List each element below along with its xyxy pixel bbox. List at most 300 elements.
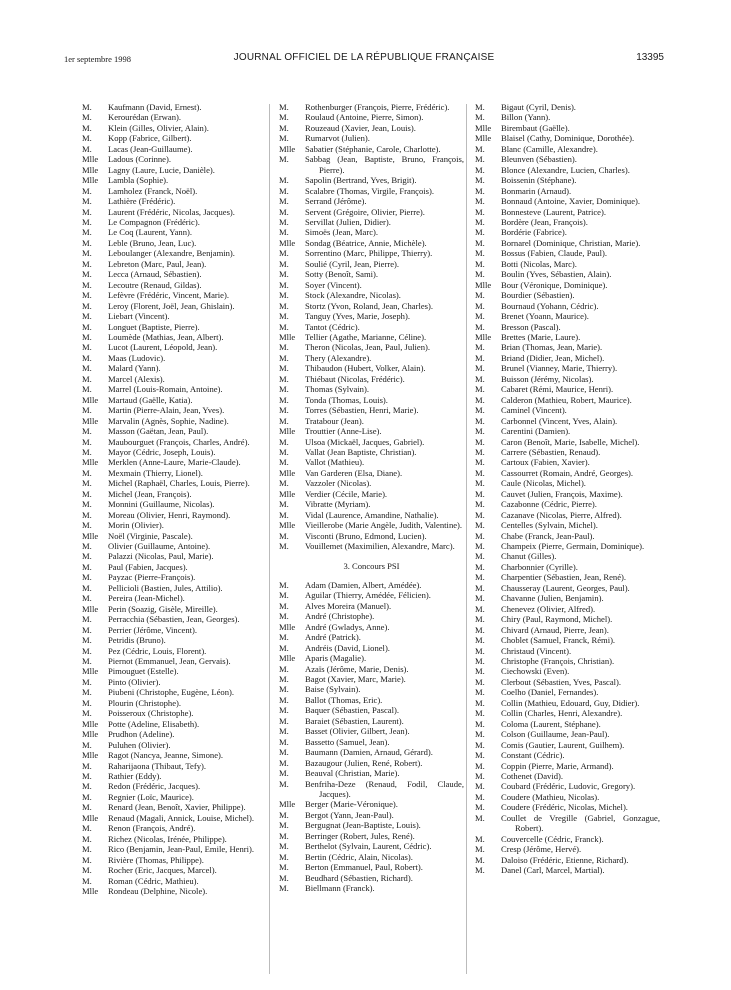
title-abbreviation: M. bbox=[82, 561, 92, 572]
page-header bbox=[64, 52, 664, 68]
title-abbreviation: M. bbox=[475, 676, 485, 687]
list-item bbox=[82, 865, 267, 875]
list-item bbox=[475, 269, 660, 279]
person-name: Bour (Véronique, Dominique). bbox=[501, 279, 608, 290]
person-name: Daloiso (Frédéric, Etienne, Richard). bbox=[501, 854, 629, 865]
title-abbreviation: M. bbox=[279, 258, 289, 269]
person-name: Cothenet (David). bbox=[501, 771, 564, 781]
person-name: Loumède (Mathias, Jean, Albert). bbox=[108, 331, 224, 342]
title-abbreviation: M. bbox=[279, 311, 289, 322]
title-abbreviation: M. bbox=[82, 656, 92, 667]
person-name: Carbonnel (Vincent, Yves, Alain). bbox=[501, 415, 618, 426]
list-item bbox=[279, 862, 464, 872]
person-name: Mexmain (Thierry, Lionel). bbox=[108, 467, 203, 478]
list-item bbox=[475, 112, 660, 122]
list-item bbox=[82, 604, 267, 614]
person-name: Maubourguet (François, Charles, André). bbox=[108, 436, 250, 447]
list-item bbox=[82, 646, 267, 656]
title-abbreviation: M. bbox=[279, 269, 289, 280]
person-name: Christaud (Vincent). bbox=[501, 645, 572, 656]
person-name: Paul (Fabien, Jacques). bbox=[108, 561, 188, 572]
list-item bbox=[279, 112, 464, 122]
person-name: Coloma (Laurent, Stéphane). bbox=[501, 718, 601, 729]
person-name: Bagot (Xavier, Marc, Marie). bbox=[305, 674, 406, 685]
title-abbreviation: M. bbox=[475, 478, 485, 489]
person-name: Sabbag (Jean, Baptiste, Bruno, François, Pierre). bbox=[305, 154, 464, 175]
title-abbreviation: M. bbox=[82, 216, 92, 227]
person-name: Theron (Nicolas, Jean, Paul, Julien). bbox=[305, 342, 431, 353]
title-abbreviation: Mlle bbox=[82, 750, 99, 761]
title-abbreviation: M. bbox=[475, 509, 485, 520]
title-abbreviation: M. bbox=[82, 248, 92, 259]
list-item bbox=[475, 844, 660, 854]
title-abbreviation: M. bbox=[82, 614, 92, 625]
title-abbreviation: M. bbox=[475, 614, 485, 625]
person-name: Chausseray (Laurent, Georges, Paul). bbox=[501, 582, 630, 593]
person-name: Cresp (Jérôme, Hervé). bbox=[501, 844, 582, 855]
column-rule bbox=[269, 104, 270, 974]
person-name: Brettes (Marie, Laure). bbox=[501, 331, 581, 342]
list-item bbox=[475, 217, 660, 227]
title-abbreviation: M. bbox=[279, 830, 289, 841]
list-item bbox=[475, 635, 660, 645]
list-item bbox=[475, 196, 660, 206]
title-abbreviation: M. bbox=[279, 175, 289, 186]
list-item bbox=[279, 580, 464, 590]
person-name: Beauval (Christian, Marie). bbox=[305, 768, 400, 779]
title-abbreviation: M. bbox=[82, 373, 92, 384]
person-name: Prudhon (Adeline). bbox=[108, 729, 175, 740]
title-abbreviation: M. bbox=[82, 436, 92, 447]
list-item bbox=[279, 499, 464, 509]
person-name: Sondag (Béatrice, Annie, Michèle). bbox=[305, 237, 427, 248]
title-abbreviation: M. bbox=[82, 687, 92, 698]
list-item bbox=[82, 583, 267, 593]
person-name: Brenet (Yoann, Maurice). bbox=[501, 311, 589, 322]
person-name: Baraiet (Sébastien, Laurent). bbox=[305, 715, 404, 726]
title-abbreviation: M. bbox=[82, 363, 92, 374]
list-item bbox=[279, 747, 464, 757]
list-item bbox=[279, 873, 464, 883]
list-item bbox=[279, 144, 464, 154]
list-item bbox=[475, 102, 660, 112]
person-name: Mayor (Cédric, Joseph, Louis). bbox=[108, 446, 216, 457]
list-item bbox=[82, 468, 267, 478]
title-abbreviation: M. bbox=[82, 196, 92, 207]
list-item bbox=[475, 687, 660, 697]
list-item bbox=[82, 290, 267, 300]
list-item bbox=[82, 207, 267, 217]
list-item bbox=[82, 855, 267, 865]
person-name: Boulin (Yves, Sébastien, Alain). bbox=[501, 269, 612, 280]
person-name: Tantot (Cédric). bbox=[305, 321, 360, 332]
person-name: Monnini (Guillaume, Nicolas). bbox=[108, 499, 215, 510]
title-abbreviation: M. bbox=[475, 373, 485, 384]
person-name: Charpentier (Sébastien, Jean, René). bbox=[501, 572, 627, 583]
person-name: Chabe (Franck, Jean-Paul). bbox=[501, 530, 595, 541]
list-item bbox=[82, 374, 267, 384]
title-abbreviation: M. bbox=[279, 674, 289, 685]
person-name: Payzac (Pierre-François). bbox=[108, 572, 196, 583]
title-abbreviation: M. bbox=[475, 102, 485, 112]
person-name: Coudere (Mathieu, Nicolas). bbox=[501, 791, 600, 802]
title-abbreviation: M. bbox=[279, 632, 289, 643]
title-abbreviation: M. bbox=[475, 269, 485, 280]
list-item bbox=[82, 781, 267, 791]
person-name: Merklen (Anne-Laure, Marie-Claude). bbox=[108, 457, 241, 468]
person-name: Tanguy (Yves, Marie, Joseph). bbox=[305, 311, 410, 322]
title-abbreviation: M. bbox=[82, 541, 92, 552]
title-abbreviation: M. bbox=[82, 478, 92, 489]
title-abbreviation: M. bbox=[279, 611, 289, 622]
person-name: Lecoutre (Renaud, Gildas). bbox=[108, 279, 202, 290]
title-abbreviation: Mlle bbox=[279, 488, 296, 499]
person-name: Blonce (Alexandre, Lucien, Charles). bbox=[501, 164, 630, 175]
title-abbreviation: M. bbox=[82, 509, 92, 520]
title-abbreviation: Mlle bbox=[82, 729, 99, 740]
section-heading: 3. Concours PSI bbox=[343, 561, 400, 572]
person-name: André (Christophe). bbox=[305, 611, 375, 622]
list-item bbox=[82, 698, 267, 708]
title-abbreviation: M. bbox=[82, 185, 92, 196]
title-abbreviation: M. bbox=[279, 590, 289, 601]
person-name: Leboulanger (Alexandre, Benjamin). bbox=[108, 248, 235, 259]
person-name: Palazzi (Nicolas, Paul, Marie). bbox=[108, 551, 214, 562]
title-abbreviation: Mlle bbox=[82, 718, 99, 729]
list-item bbox=[279, 664, 464, 674]
person-name: Lamholez (Franck, Noël). bbox=[108, 185, 198, 196]
list-item bbox=[475, 531, 660, 541]
list-item bbox=[82, 175, 267, 185]
person-name: Potte (Adeline, Elisabeth). bbox=[108, 718, 200, 729]
person-name: Soyer (Vincent). bbox=[305, 279, 362, 290]
title-abbreviation: M. bbox=[82, 875, 92, 886]
person-name: Vallot (Mathieu). bbox=[305, 457, 365, 468]
title-abbreviation: M. bbox=[82, 488, 92, 499]
person-name: Pimouguet (Estelle). bbox=[108, 666, 179, 677]
person-name: Pellicioli (Bastien, Jules, Attilio). bbox=[108, 582, 223, 593]
publication-date: 1er septembre 1998 bbox=[64, 54, 132, 64]
list-item bbox=[279, 227, 464, 237]
list-item bbox=[475, 175, 660, 185]
list-item bbox=[279, 384, 464, 394]
list-item bbox=[279, 186, 464, 196]
list-item bbox=[82, 614, 267, 624]
title-abbreviation: M. bbox=[279, 196, 289, 207]
title-abbreviation: M. bbox=[279, 663, 289, 674]
title-abbreviation: M. bbox=[279, 757, 289, 768]
column-2-section-list bbox=[279, 580, 464, 894]
list-item bbox=[82, 771, 267, 781]
title-abbreviation: M. bbox=[82, 290, 92, 301]
title-abbreviation: M. bbox=[82, 697, 92, 708]
list-item bbox=[82, 426, 267, 436]
list-item bbox=[279, 102, 464, 112]
person-name: Lebreton (Marc, Paul, Jean). bbox=[108, 258, 207, 269]
title-abbreviation: M. bbox=[475, 363, 485, 374]
title-abbreviation: M. bbox=[82, 331, 92, 342]
person-name: Leble (Bruno, Jean, Luc). bbox=[108, 237, 197, 248]
title-abbreviation: Mlle bbox=[279, 426, 296, 437]
person-name: Rivière (Thomas, Philippe). bbox=[108, 854, 204, 865]
list-item bbox=[475, 144, 660, 154]
person-name: Michel (Raphaël, Charles, Louis, Pierre). bbox=[108, 478, 250, 489]
list-item bbox=[475, 604, 660, 614]
title-abbreviation: Mlle bbox=[475, 122, 492, 133]
title-abbreviation: M. bbox=[82, 739, 92, 750]
person-name: Lathière (Frédéric). bbox=[108, 196, 176, 207]
title-abbreviation: M. bbox=[475, 844, 485, 855]
person-name: Michel (Jean, François). bbox=[108, 488, 192, 499]
title-abbreviation: M. bbox=[475, 854, 485, 865]
person-name: André (Patrick). bbox=[305, 632, 361, 643]
title-abbreviation: M. bbox=[279, 206, 289, 217]
list-item bbox=[279, 531, 464, 541]
title-abbreviation: M. bbox=[279, 478, 289, 489]
list-item bbox=[279, 447, 464, 457]
person-name: Sorrentino (Marc, Philippe, Thierry). bbox=[305, 248, 433, 259]
list-item bbox=[82, 311, 267, 321]
title-abbreviation: M. bbox=[82, 384, 92, 395]
title-abbreviation: M. bbox=[475, 603, 485, 614]
list-item bbox=[82, 708, 267, 718]
person-name: Liebart (Vincent). bbox=[108, 311, 170, 322]
title-abbreviation: M. bbox=[475, 321, 485, 332]
person-name: Morin (Olivier). bbox=[108, 520, 164, 531]
person-name: Sabatier (Stéphanie, Carole, Charlotte). bbox=[305, 143, 441, 154]
person-name: Tratabour (Jean). bbox=[305, 415, 364, 426]
person-name: Perrier (Jérôme, Vincent). bbox=[108, 624, 198, 635]
person-name: Baise (Sylvain). bbox=[305, 684, 361, 695]
list-item bbox=[475, 363, 660, 373]
title-abbreviation: M. bbox=[82, 311, 92, 322]
title-abbreviation: M. bbox=[475, 499, 485, 510]
person-name: André (Gwladys, Anne). bbox=[305, 621, 390, 632]
title-abbreviation: M. bbox=[475, 467, 485, 478]
list-item bbox=[279, 301, 464, 311]
title-abbreviation: M. bbox=[279, 736, 289, 747]
list-item bbox=[82, 823, 267, 833]
person-name: Olivier (Guillaume, Antoine). bbox=[108, 541, 211, 552]
title-abbreviation: Mlle bbox=[82, 603, 99, 614]
person-name: Vidal (Laurence, Amandine, Nathalie). bbox=[305, 509, 439, 520]
list-item bbox=[475, 322, 660, 332]
person-name: Lagny (Laure, Lucie, Danièle). bbox=[108, 164, 215, 175]
list-item bbox=[475, 520, 660, 530]
title-abbreviation: M. bbox=[475, 802, 485, 813]
person-name: Bordère (Jean, François). bbox=[501, 216, 588, 227]
list-item bbox=[82, 761, 267, 771]
person-name: Cassourret (Romain, André, Georges). bbox=[501, 467, 634, 478]
person-name: Bassetto (Samuel, Jean). bbox=[305, 736, 390, 747]
person-name: Berringer (Robert, Jules, René). bbox=[305, 830, 415, 841]
list-item bbox=[475, 593, 660, 603]
person-name: Coubard (Frédéric, Ludovic, Gregory). bbox=[501, 781, 636, 792]
title-abbreviation: M. bbox=[475, 415, 485, 426]
list-item bbox=[279, 820, 464, 830]
title-abbreviation: Mlle bbox=[82, 415, 99, 426]
person-name: Maas (Ludovic). bbox=[108, 352, 166, 363]
title-abbreviation: M. bbox=[82, 499, 92, 510]
person-name: Roman (Cédric, Mathieu). bbox=[108, 875, 199, 886]
list-item bbox=[475, 437, 660, 447]
list-item bbox=[279, 716, 464, 726]
list-item bbox=[475, 855, 660, 865]
list-item bbox=[279, 758, 464, 768]
title-abbreviation: M. bbox=[82, 467, 92, 478]
person-name: Bertin (Cédric, Alain, Nicolas). bbox=[305, 851, 413, 862]
person-name: Lambla (Sophie). bbox=[108, 175, 169, 186]
person-name: Bergugnat (Jean-Baptiste, Louis). bbox=[305, 820, 421, 831]
list-item bbox=[82, 687, 267, 697]
list-item bbox=[279, 590, 464, 600]
person-name: Bonnaud (Antoine, Xavier, Dominique). bbox=[501, 196, 641, 207]
title-abbreviation: M. bbox=[475, 227, 485, 238]
list-item bbox=[82, 186, 267, 196]
person-name: Thiébaut (Nicolas, Frédéric). bbox=[305, 373, 405, 384]
person-name: Scalabre (Thomas, Virgile, François). bbox=[305, 185, 434, 196]
person-name: Caron (Benoît, Marie, Isabelle, Michel). bbox=[501, 436, 640, 447]
person-name: Bazaugour (Julien, René, Robert). bbox=[305, 757, 423, 768]
person-name: Ciechowski (Even). bbox=[501, 666, 570, 677]
title-abbreviation: Mlle bbox=[475, 133, 492, 144]
person-name: Brian (Thomas, Jean, Marie). bbox=[501, 342, 603, 353]
person-name: Rico (Benjamin, Jean-Paul, Emile, Henri). bbox=[108, 844, 255, 855]
list-item bbox=[475, 614, 660, 624]
title-abbreviation: M. bbox=[475, 833, 485, 844]
person-name: Christophe (François, Christian). bbox=[501, 656, 615, 667]
person-name: Longuet (Baptiste, Pierre). bbox=[108, 321, 200, 332]
title-abbreviation: M. bbox=[82, 300, 92, 311]
list-item bbox=[475, 771, 660, 781]
list-item bbox=[82, 322, 267, 332]
list-item bbox=[82, 227, 267, 237]
title-abbreviation: M. bbox=[279, 352, 289, 363]
title-abbreviation: M. bbox=[475, 729, 485, 740]
title-abbreviation: M. bbox=[82, 676, 92, 687]
list-item bbox=[475, 510, 660, 520]
person-name: Comis (Gautier, Laurent, Guilhem). bbox=[501, 739, 625, 750]
list-item bbox=[82, 112, 267, 122]
list-item bbox=[279, 363, 464, 373]
list-item bbox=[279, 737, 464, 747]
list-item bbox=[82, 342, 267, 352]
list-item bbox=[279, 632, 464, 642]
person-name: Stortz (Yvon, Roland, Jean, Charles). bbox=[305, 300, 434, 311]
person-name: Lecca (Arnaud, Sébastien). bbox=[108, 269, 202, 280]
list-item bbox=[475, 677, 660, 687]
title-abbreviation: Mlle bbox=[475, 279, 492, 290]
list-item bbox=[475, 478, 660, 488]
title-abbreviation: M. bbox=[82, 791, 92, 802]
person-name: Berton (Emmanuel, Paul, Robert). bbox=[305, 862, 423, 873]
column-2-top-list bbox=[279, 102, 464, 551]
title-abbreviation: M. bbox=[279, 321, 289, 332]
title-abbreviation: M. bbox=[475, 718, 485, 729]
title-abbreviation: M. bbox=[475, 290, 485, 301]
person-name: Carentini (Damien). bbox=[501, 426, 571, 437]
person-name: Rouzeaud (Xavier, Jean, Louis). bbox=[305, 122, 416, 133]
person-name: Birembaut (Gaëlle). bbox=[501, 122, 570, 133]
person-name: Aguilar (Thierry, Amédée, Félicien). bbox=[305, 590, 431, 601]
title-abbreviation: M. bbox=[279, 415, 289, 426]
person-name: Cazanave (Nicolas, Pierre, Alfred). bbox=[501, 509, 622, 520]
person-name: Bonmarin (Arnaud). bbox=[501, 185, 572, 196]
person-name: Collin (Charles, Henri, Alexandre). bbox=[501, 708, 623, 719]
person-name: Aparis (Magalie). bbox=[305, 653, 367, 664]
person-name: Choblet (Samuel, Franck, Rémi). bbox=[501, 635, 616, 646]
title-abbreviation: M. bbox=[82, 865, 92, 876]
list-item bbox=[82, 572, 267, 582]
title-abbreviation: M. bbox=[82, 645, 92, 656]
person-name: Lefèvre (Frédéric, Vincent, Marie). bbox=[108, 290, 230, 301]
list-item bbox=[82, 165, 267, 175]
person-name: Pez (Cédric, Louis, Florent). bbox=[108, 645, 207, 656]
title-abbreviation: M. bbox=[475, 112, 485, 123]
person-name: Pereira (Jean-Michel). bbox=[108, 593, 185, 604]
list-item bbox=[82, 593, 267, 603]
list-item bbox=[82, 499, 267, 509]
title-abbreviation: M. bbox=[475, 593, 485, 604]
list-item bbox=[82, 269, 267, 279]
person-name: Sapolin (Bertrand, Yves, Brigit). bbox=[305, 175, 417, 186]
list-item bbox=[82, 802, 267, 812]
person-name: Plourin (Christophe). bbox=[108, 697, 182, 708]
person-name: Kerourédan (Erwan). bbox=[108, 112, 182, 123]
title-abbreviation: M. bbox=[279, 694, 289, 705]
title-abbreviation: Mlle bbox=[475, 331, 492, 342]
title-abbreviation: M. bbox=[82, 760, 92, 771]
title-abbreviation: M. bbox=[279, 499, 289, 510]
list-item bbox=[475, 781, 660, 791]
title-abbreviation: M. bbox=[279, 216, 289, 227]
person-name: Marcel (Alexis). bbox=[108, 373, 165, 384]
title-abbreviation: M. bbox=[279, 809, 289, 820]
person-name: Ballot (Thomas, Eric). bbox=[305, 694, 383, 705]
person-name: Poisseroux (Christophe). bbox=[108, 708, 194, 719]
title-abbreviation: M. bbox=[475, 551, 485, 562]
title-abbreviation: M. bbox=[82, 582, 92, 593]
person-name: Briand (Didier, Jean, Michel). bbox=[501, 352, 605, 363]
title-abbreviation: M. bbox=[82, 133, 92, 144]
list-item bbox=[82, 886, 267, 896]
title-abbreviation: Mlle bbox=[279, 621, 296, 632]
title-abbreviation: M. bbox=[82, 854, 92, 865]
title-abbreviation: M. bbox=[82, 426, 92, 437]
list-item bbox=[279, 705, 464, 715]
person-name: Danel (Carl, Marcel, Martial). bbox=[501, 865, 605, 876]
person-name: Martaud (Gaëlle, Katia). bbox=[108, 394, 193, 405]
title-abbreviation: M. bbox=[475, 791, 485, 802]
list-item bbox=[279, 684, 464, 694]
title-abbreviation: M. bbox=[82, 206, 92, 217]
title-abbreviation: M. bbox=[279, 154, 289, 165]
person-name: Champeix (Pierre, Germain, Dominique). bbox=[501, 541, 645, 552]
person-name: Lacas (Jean-Guillaume). bbox=[108, 143, 193, 154]
title-abbreviation: M. bbox=[82, 279, 92, 290]
title-abbreviation: M. bbox=[279, 384, 289, 395]
title-abbreviation: M. bbox=[82, 227, 92, 238]
person-name: Rathier (Eddy). bbox=[108, 771, 162, 781]
person-name: Thibaudon (Hubert, Volker, Alain). bbox=[305, 363, 426, 374]
title-abbreviation: M. bbox=[475, 771, 485, 781]
person-name: Botti (Nicolas, Marc). bbox=[501, 258, 577, 269]
person-name: Regnier (Loïc, Maurice). bbox=[108, 791, 194, 802]
list-item bbox=[82, 259, 267, 269]
person-name: Azaïs (Jérôme, Marie, Denis). bbox=[305, 663, 409, 674]
title-abbreviation: M. bbox=[475, 572, 485, 583]
person-name: Redon (Frédéric, Jacques). bbox=[108, 781, 201, 792]
